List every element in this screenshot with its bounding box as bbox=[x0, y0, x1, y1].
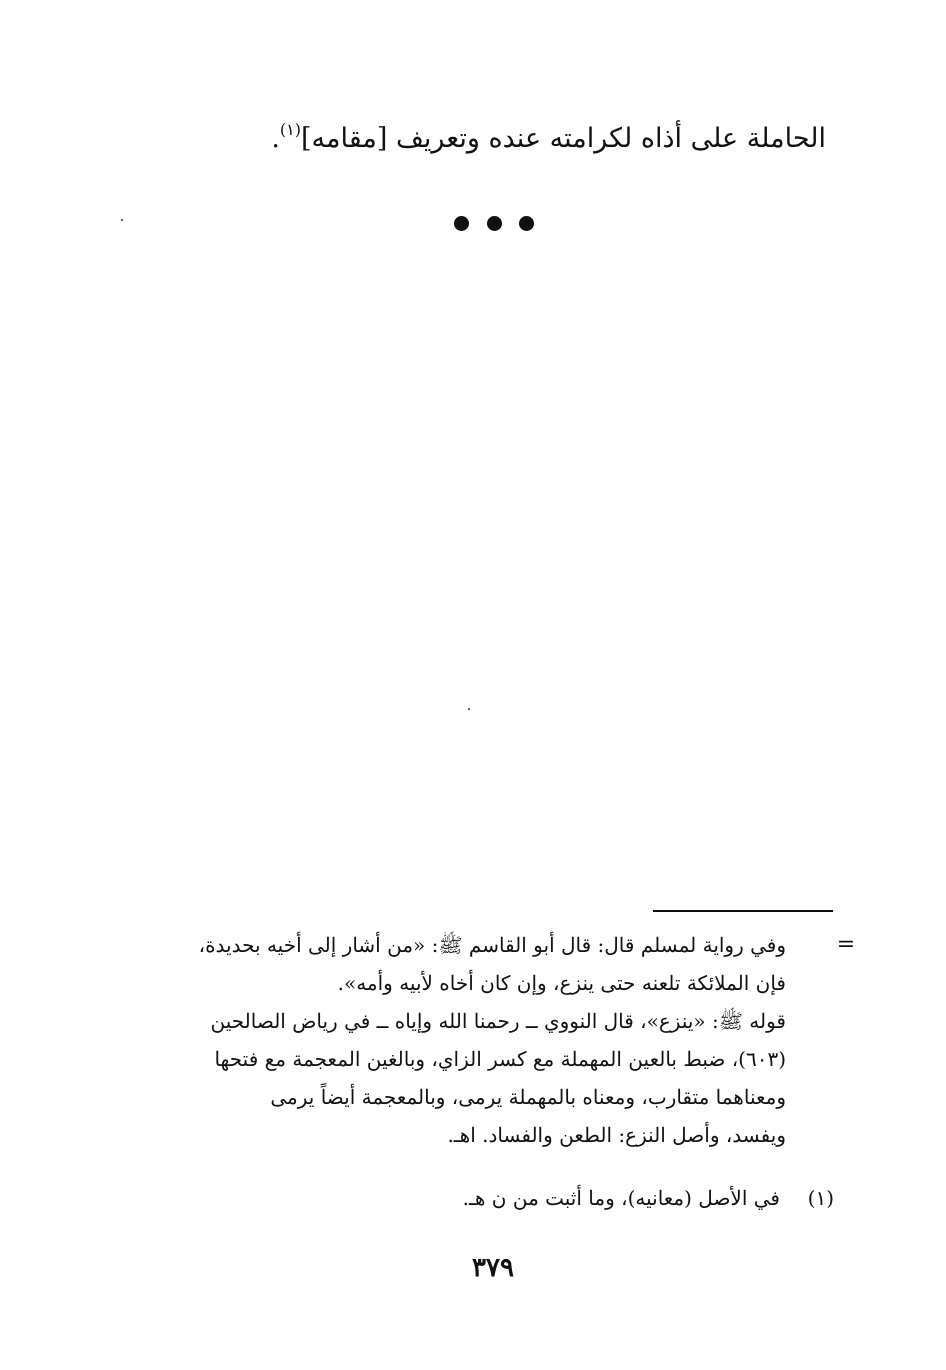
footnote-number: (١) bbox=[807, 1186, 834, 1210]
scan-speck bbox=[121, 219, 123, 221]
scan-speck bbox=[468, 708, 470, 710]
footnote-continuation bbox=[156, 926, 786, 1154]
footnote-rule bbox=[653, 910, 833, 912]
footnote-line: (٦٠٣)، ضبط بالعين المهملة مع كسر الزاي، وبالغين المعجمة مع فتحها bbox=[214, 1047, 786, 1071]
footnote-continuation-mark: = bbox=[836, 932, 856, 957]
footnote-line: ومعناهما متقارب، ومعناه بالمهملة يرمى، وبالمعجمة أيضاً يرمى bbox=[270, 1085, 786, 1109]
footnote-line: فإن الملائكة تلعنه حتى ينزع، وإن كان أخاه لأبيه وأمه». bbox=[337, 971, 786, 995]
separator-dot bbox=[454, 216, 469, 231]
main-text-line bbox=[126, 108, 826, 161]
footnote-line: ويفسد، وأصل النزع: الطعن والفساد. اهـ. bbox=[447, 1123, 786, 1147]
main-text: الحاملة على أذاه لكرامته عنده وتعريف [مقامه] bbox=[301, 123, 826, 154]
footnote-line: وفي رواية لمسلم قال: قال أبو القاسم ﷺ: «من أشار إلى أخيه بحديدة، bbox=[198, 933, 786, 957]
footnote-line: قوله ﷺ: «ينزع»، قال النووي ــ رحمنا الله وإياه ــ في رياض الصالحين bbox=[210, 1009, 786, 1033]
footnote-reference[interactable]: (١) bbox=[279, 120, 302, 139]
separator-dot bbox=[487, 216, 502, 231]
footnote-text: في الأصل (معانيه)، وما أثبت من ن هـ. bbox=[462, 1186, 780, 1210]
separator-dot bbox=[519, 216, 534, 231]
end-punctuation: . bbox=[271, 123, 280, 154]
section-separator bbox=[454, 213, 534, 233]
page-number: ٣٧٩ bbox=[472, 1253, 514, 1283]
footnote-1 bbox=[154, 1180, 834, 1216]
